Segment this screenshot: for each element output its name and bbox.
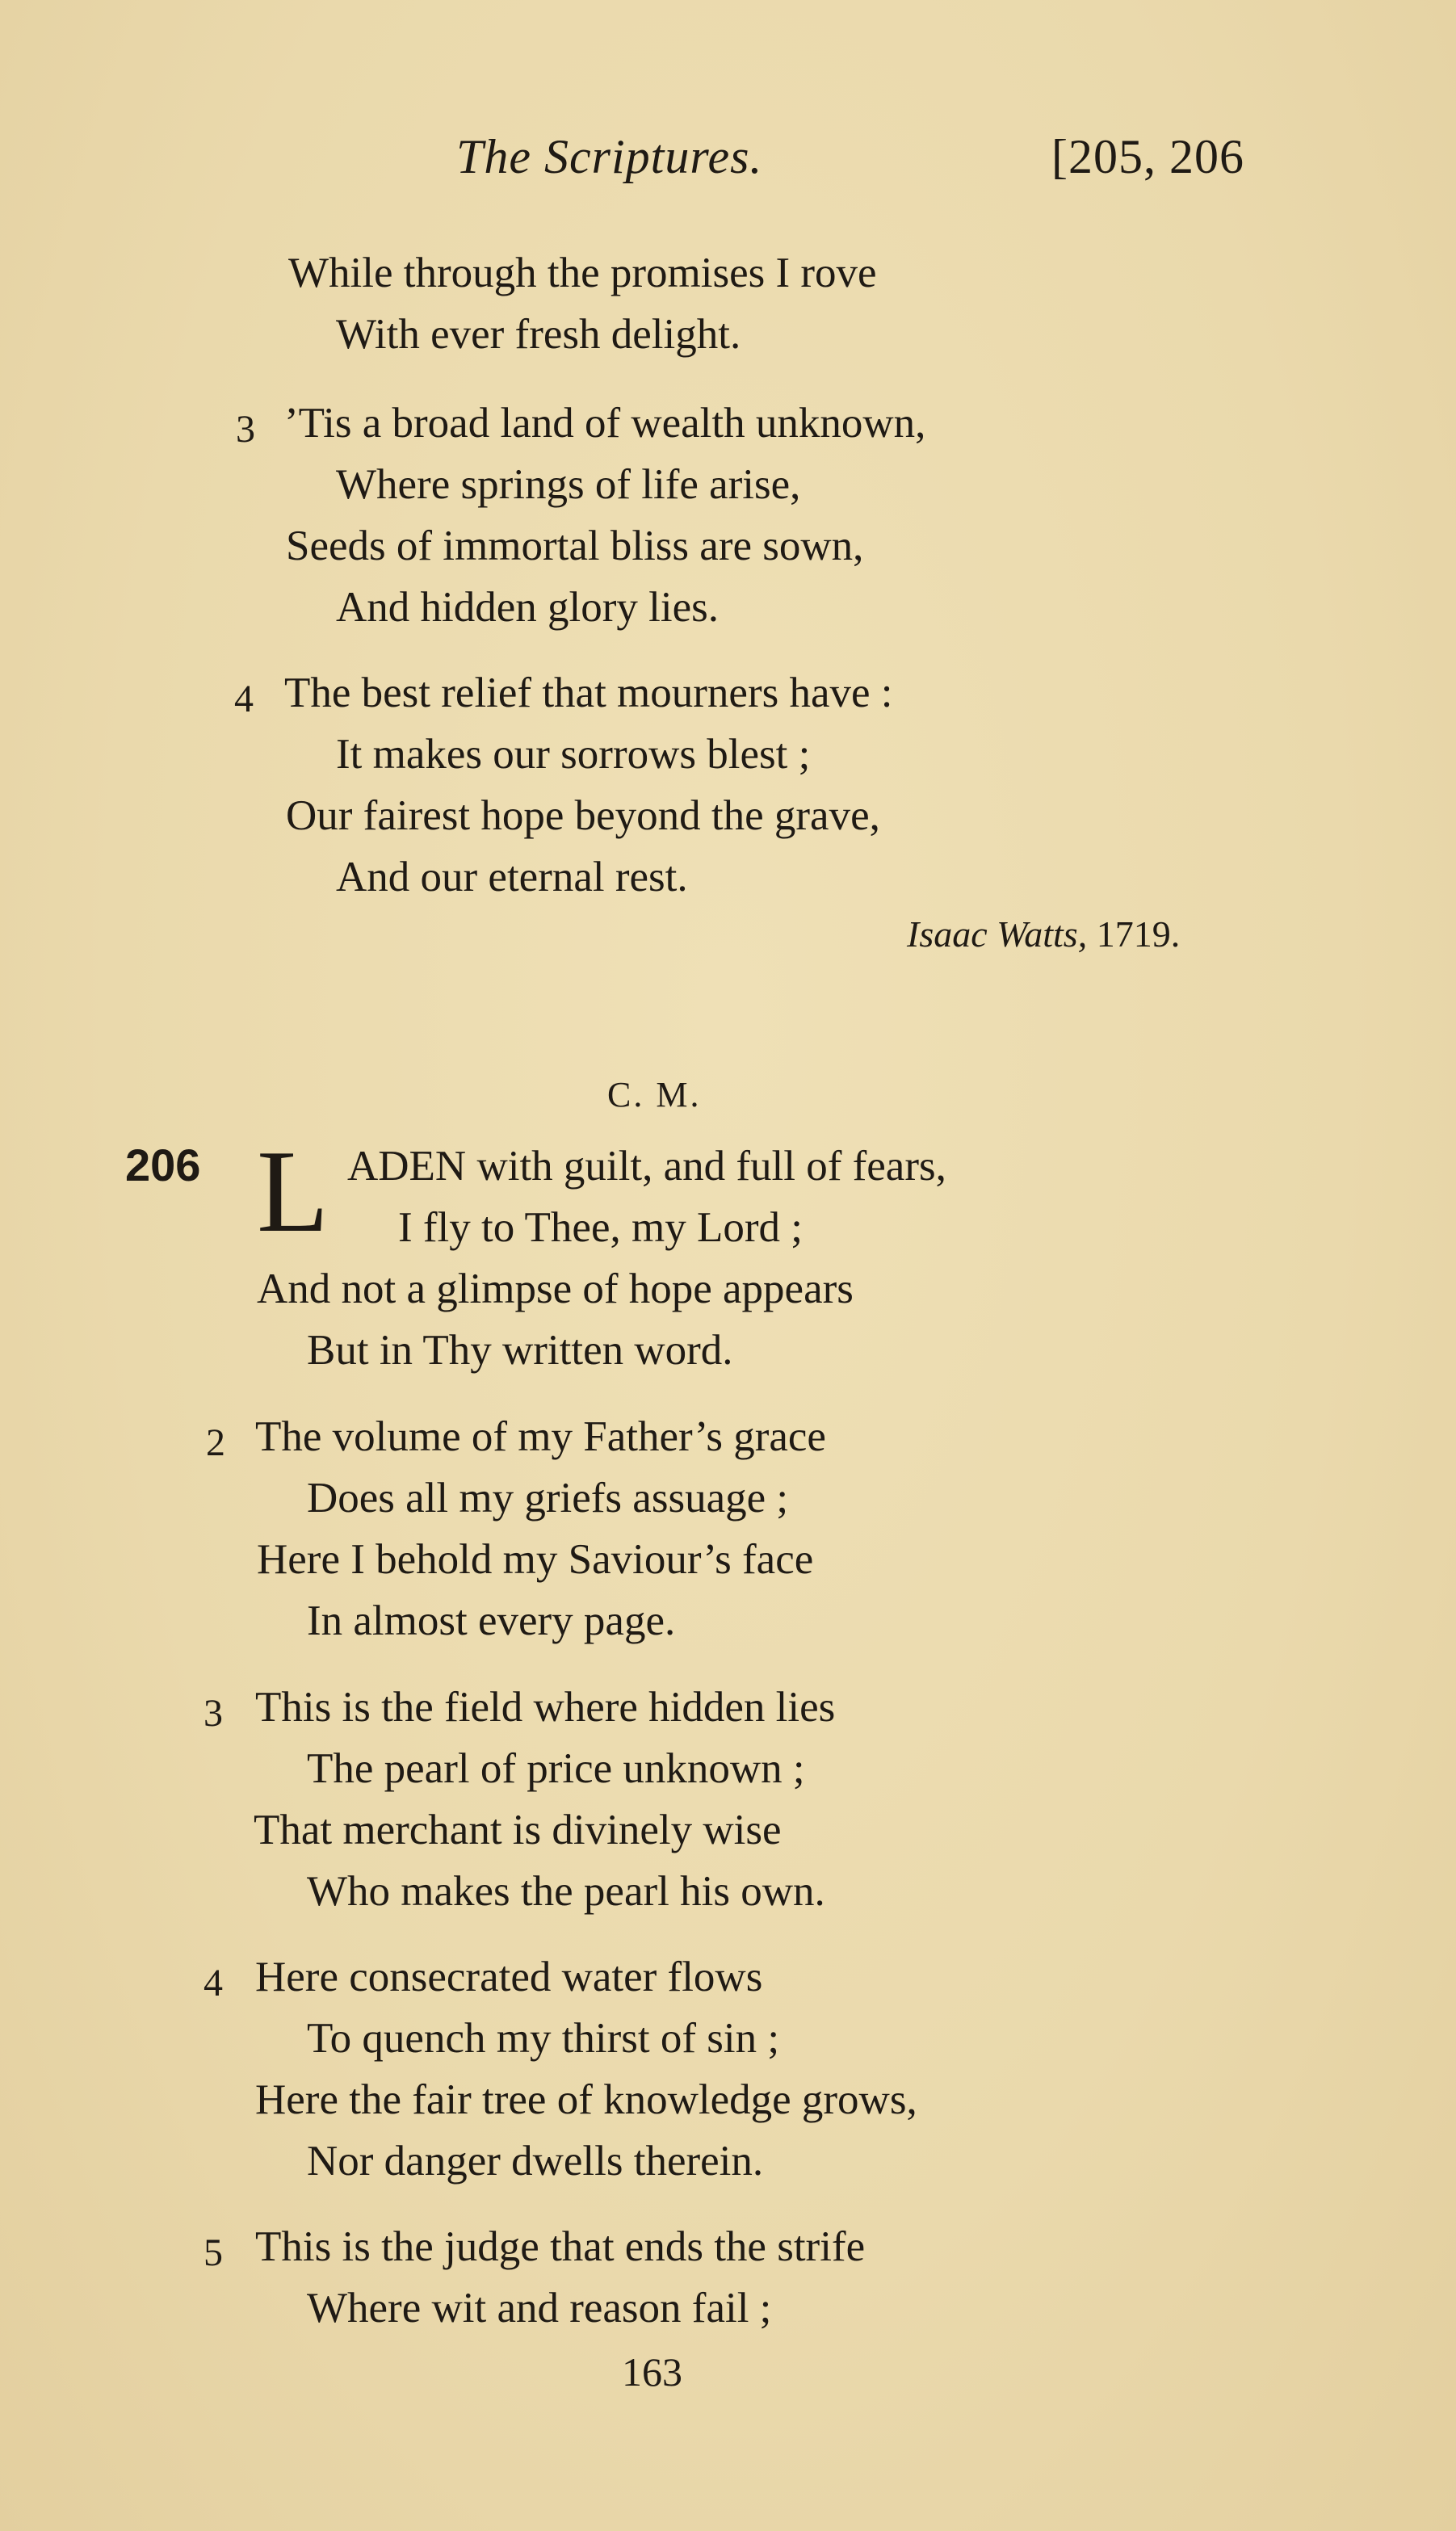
hymn-line: This is the field where hidden lies (255, 1684, 836, 1731)
hymn-number: 206 (125, 1140, 201, 1190)
hymn-line: But in Thy written word. (307, 1327, 733, 1374)
meter-label: C. M. (607, 1075, 702, 1114)
hymn-line: It makes our sorrows blest ; (336, 731, 811, 778)
hymn-line: I fly to Thee, my Lord ; (398, 1204, 803, 1251)
hymn-line: In almost every page. (307, 1597, 676, 1644)
hymn-line: That merchant is divinely wise (254, 1807, 782, 1853)
verse-number: 3 (204, 1692, 223, 1735)
author-name: Isaac Watts, (907, 913, 1088, 955)
hymn-range: [205, 206 (1051, 130, 1244, 183)
hymn-line: Here I behold my Saviour’s face (257, 1536, 814, 1583)
hymn-line: Does all my griefs assuage ; (307, 1475, 789, 1522)
verse-number: 5 (204, 2231, 223, 2274)
hymn-line: ’Tis a broad land of wealth unknown, (284, 400, 926, 447)
hymn-line: Seeds of immortal bliss are sown, (286, 523, 864, 569)
hymn-line: With ever fresh delight. (336, 311, 741, 358)
hymn-line: Our fairest hope beyond the grave, (286, 792, 880, 839)
drop-cap: L (257, 1126, 329, 1257)
hymn-line: Here consecrated water flows (255, 1954, 763, 2000)
hymn-line: Here the fair tree of knowledge grows, (255, 2076, 917, 2123)
page-header (0, 129, 1456, 202)
page-number: 163 (622, 2349, 682, 2395)
hymn-line: ADEN with guilt, and full of fears, (347, 1143, 946, 1190)
verse-number: 2 (206, 1421, 225, 1464)
hymn-line: Where springs of life arise, (336, 461, 801, 508)
hymn-line: And not a glimpse of hope appears (257, 1266, 854, 1312)
hymn-line: To quench my thirst of sin ; (307, 2015, 780, 2062)
attribution (907, 913, 1181, 955)
hymn-line: And our eternal rest. (336, 854, 688, 900)
hymn-line: While through the promises I rove (288, 250, 877, 296)
hymn-line: Nor danger dwells therein. (307, 2138, 764, 2185)
hymn-line: Where wit and reason fail ; (307, 2285, 772, 2332)
author-year: 1719. (1096, 913, 1181, 955)
hymn-line: The pearl of price unknown ; (307, 1745, 805, 1792)
verse-number: 4 (204, 1962, 223, 2004)
verse-number: 3 (236, 408, 255, 451)
hymn-line: This is the judge that ends the strife (255, 2223, 866, 2270)
running-title: The Scriptures. (456, 130, 763, 183)
hymn-line: Who makes the pearl his own. (307, 1868, 825, 1915)
hymn-line: And hidden glory lies. (336, 584, 719, 631)
hymn-line: The best relief that mourners have : (284, 669, 893, 716)
verse-number: 4 (234, 678, 254, 720)
hymn-line: The volume of my Father’s grace (255, 1413, 826, 1460)
